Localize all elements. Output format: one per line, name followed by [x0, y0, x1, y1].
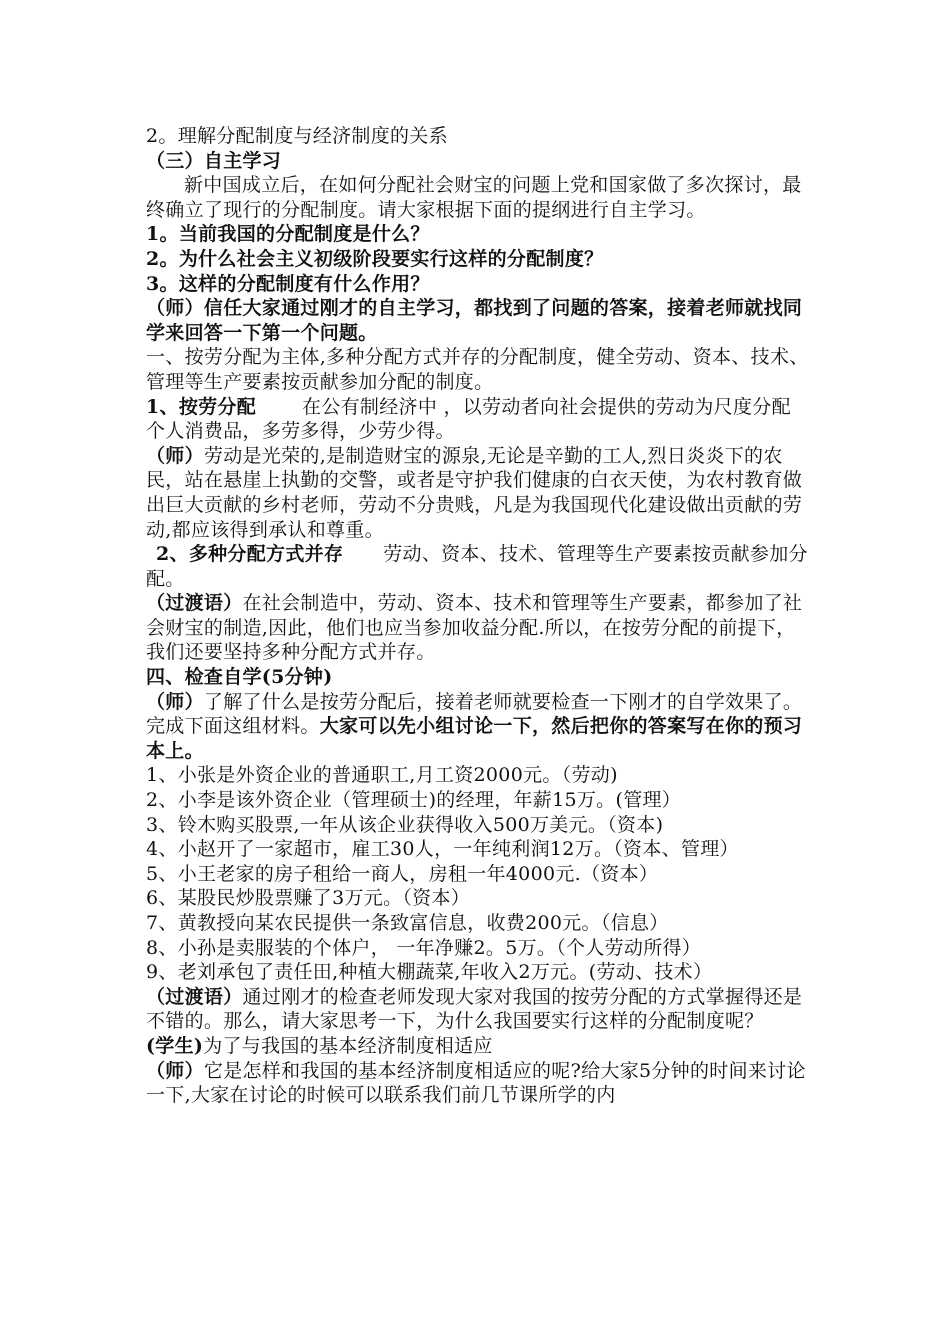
teacher-remark-2	[146, 444, 810, 542]
answer-1	[146, 345, 810, 394]
transition-1	[146, 591, 810, 665]
exercise-item: 1、小张是外资企业的普通职工,月工资2000元。（劳动)	[146, 764, 618, 787]
exercise-item: 8、小孙是卖服装的个体户， 一年净赚2。5万。（个人劳动所得）	[146, 936, 702, 959]
teacher-remark-2-text: 劳动是光荣的,是制造财宝的源泉,无论是辛勤的工人,烈日炎炎下的农民，站在悬崖上执勤的交警，或者是守护我们健康的白衣天使，为农村教育做出巨大贡献的乡村老师，劳动不分贵贱，凡是为我国现代化建设做出贡献的劳动,都应该得到承认和尊重。	[146, 444, 803, 541]
document-body	[146, 124, 810, 1108]
teacher-label: （师）	[146, 690, 204, 713]
transition-label: （过渡语）	[146, 592, 243, 615]
transition-2	[146, 985, 810, 1034]
question-1: 1。当前我国的分配制度是什么？	[146, 223, 430, 246]
point-2-text: 劳动、资本、技术、管理等生产要素按贡献参加分配。	[146, 543, 808, 590]
transition-1-text: 在社会制造中，劳动、资本、技术和管理等生产要素，都参加了社会财宝的制造,因此，他们也应当参加收益分配.所以，在按劳分配的前提下，我们还要坚持多种分配方式并存。	[146, 592, 803, 664]
point-multiple-distribution	[146, 542, 810, 591]
question-2: 2。为什么社会主义初级阶段要实行这样的分配制度？	[146, 247, 604, 270]
exercise-item: 5、小王老家的房子租给一商人，房租一年4000元.（资本）	[146, 862, 659, 885]
exercise-item: 3、铃木购买股票,一年从该企业获得收入500万美元。（资本)	[146, 813, 664, 836]
transition-2-text: 通过刚才的检查老师发现大家对我国的按劳分配的方式掌握得还是不错的。那么，请大家思考一下，为什么我国要实行这样的分配制度呢？	[146, 985, 803, 1033]
self-study-intro: 新中国成立后，在如何分配社会财宝的问题上党和国家做了多次探讨，最终确立了现行的分配制度。请大家根据下面的提纲进行自主学习。	[146, 174, 802, 221]
teacher-remark-4-text: 它是怎样和我国的基本经济制度相适应的呢?给大家5分钟的时间来讨论一下,大家在讨论的时候可以联系我们前几节课所学的内	[146, 1059, 806, 1107]
student-answer	[146, 1034, 810, 1059]
exercise-item: 6、某股民炒股票赚了3万元。（资本）	[146, 887, 471, 910]
teacher-prompt-1: （师）信任大家通过刚才的自主学习，都找到了问题的答案，接着老师就找同学来回答一下第一个问题。	[146, 297, 803, 344]
section-self-study-heading: （三）自主学习	[146, 149, 282, 172]
point-2-label: 2、多种分配方式并存	[156, 543, 344, 566]
teacher-remark-3-bold: 大家可以先小组讨论一下，然后把你的答案写在你的预习本上。	[146, 715, 803, 762]
teacher-label: （师）	[146, 444, 204, 467]
exercise-item: 7、黄教授向某农民提供一条致富信息，收费200元。（信息）	[146, 912, 669, 934]
point-1-text: 在公有制经济中 ，以劳动者向社会提供的劳动为尺度分配个人消费品，多劳多得，少劳少得。	[146, 395, 791, 443]
point-labor-distribution	[146, 395, 810, 444]
teacher-remark-3	[146, 690, 810, 764]
objective-2: 2。理解分配制度与经济制度的关系	[146, 125, 448, 147]
student-answer-text: 为了与我国的基本经济制度相适应	[203, 1034, 493, 1057]
question-3: 3。这样的分配制度有什么作用？	[146, 272, 430, 295]
point-1-label: 1、按劳分配	[146, 395, 257, 418]
teacher-remark-4	[146, 1059, 810, 1108]
teacher-remark-3-text: 了解了什么是按劳分配后，接着老师就要检查一下刚才的自学效果了。完成下面这组材料。	[146, 690, 803, 738]
teacher-label: （师）	[146, 1059, 204, 1082]
transition-label: （过渡语）	[146, 985, 243, 1008]
student-label: (学生)	[146, 1034, 204, 1057]
section-4-heading: 四、检查自学(5分钟)	[146, 666, 333, 689]
exercise-item: 2、小李是该外资企业（管理硕士)的经理，年薪15万。(管理）	[146, 789, 682, 812]
exercise-item: 9、老刘承包了责任田,种植大棚蔬菜,年收入2万元。(劳动、技术）	[146, 961, 713, 984]
answer-1-text: 一、按劳分配为主体,多种分配方式并存的分配制度，健全劳动、资本、技术、管理等生产要素按贡献参加分配的制度。	[146, 346, 809, 393]
exercise-item: 4、小赵开了一家超市，雇工30人，一年纯利润12万。（资本、管理）	[146, 838, 739, 861]
